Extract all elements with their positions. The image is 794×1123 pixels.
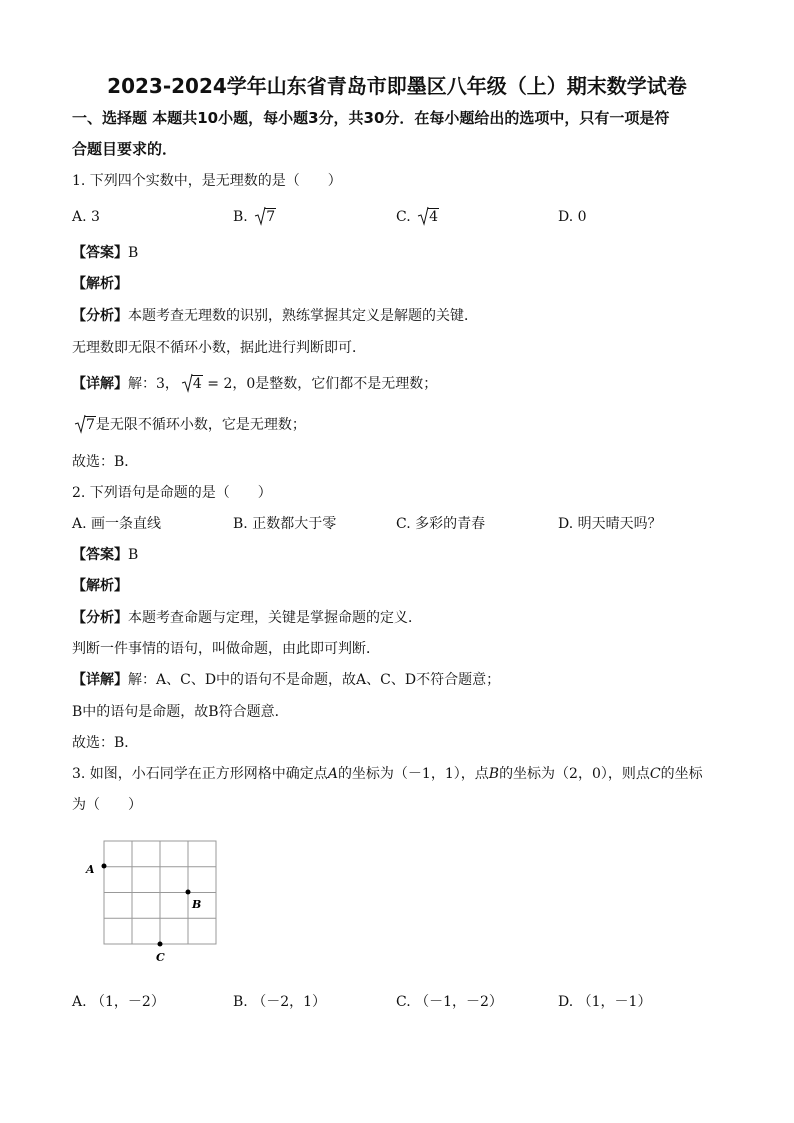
detail-post: ，0是整数，它们都不是无理数； (232, 376, 438, 392)
analysis-tag: 【解析】 (72, 276, 128, 292)
fenxi-tag: 【分析】 (72, 308, 128, 324)
q1-fenxi (72, 306, 478, 326)
grid-lines (104, 841, 216, 944)
q1-option-c (396, 207, 439, 227)
section-heading-line1: 一、选择题 本题共10小题，每小题3分，共30分．在每小题给出的选项中，只有一项是符 (72, 109, 670, 127)
q2-fenxi (72, 608, 422, 628)
q1-option-b (233, 207, 276, 227)
detail2-radicand: 7 (86, 417, 95, 433)
exam-title: 2023-2024学年山东省青岛市即墨区八年级（上）期末数学试卷 (107, 74, 687, 98)
q1-detail2-sqrt (74, 415, 96, 435)
label-a: A (86, 863, 95, 876)
q1-analysis-tag (72, 274, 128, 294)
q1-option-c-label: C. (396, 209, 411, 225)
detail-text: 解：A、C、D中的语句不是命题，故A、C、D不符合题意； (128, 672, 501, 688)
detail-tag: 【详解】 (72, 672, 128, 688)
label-c: C (156, 951, 165, 964)
radical-sign-icon (417, 204, 429, 226)
q2-detail (72, 670, 500, 690)
detail-radicand: 4 (192, 376, 202, 392)
q1-option-d: D. 0 (558, 209, 587, 225)
point-c (158, 942, 163, 947)
section-heading-line2: 合题目要求的． (72, 140, 178, 158)
q1-option-b-radicand: 7 (266, 209, 276, 225)
q3-grid-figure (80, 834, 230, 969)
q1-option-c-sqrt (417, 207, 439, 227)
q1-choose: 故选：B． (72, 454, 139, 470)
point-b (186, 890, 191, 895)
q2-analysis-tag (72, 576, 128, 596)
q2-option-d: D. 明天晴天吗？ (558, 516, 662, 532)
radical-sign-icon (74, 412, 86, 434)
q3-stem-part1: 3. 如图，小石同学在正方形网格中确定点 (72, 766, 328, 782)
q1-detail2 (72, 415, 306, 435)
answer-tag: 【答案】 (72, 245, 128, 261)
q1-detail-sqrt (181, 374, 203, 394)
q3-option-c: C. （－1，－2） (396, 994, 503, 1010)
fenxi-tag: 【分析】 (72, 610, 128, 626)
detail-tag: 【详解】 (72, 376, 128, 392)
q1-option-b-sqrt (254, 207, 276, 227)
q2-option-a: A. 画一条直线 (72, 516, 162, 532)
answer-tag: 【答案】 (72, 547, 128, 563)
q2-note: 判断一件事情的语句，叫做命题，由此即可判断． (72, 641, 380, 657)
analysis-tag: 【解析】 (72, 578, 128, 594)
fenxi-text: 本题考查命题与定理，关键是掌握命题的定义． (128, 610, 422, 626)
fenxi-text: 本题考查无理数的识别，熟练掌握其定义是解题的关键． (128, 308, 478, 324)
q2-stem: 2. 下列语句是命题的是（ ） (72, 485, 272, 501)
q3-point-c: C (649, 766, 661, 782)
point-a (102, 864, 107, 869)
q1-answer (72, 243, 138, 263)
q2-choose: 故选：B． (72, 735, 139, 751)
q3-point-a: A (327, 766, 338, 782)
q1-stem: 1. 下列四个实数中，是无理数的是（ ） (72, 173, 342, 189)
q3-point-b: B (488, 766, 500, 782)
q1-note: 无理数即无限不循环小数，据此进行判断即可． (72, 340, 366, 356)
q1-option-b-label: B. (233, 209, 248, 225)
q3-stem-part3: 的坐标为（2，0），则点 (499, 766, 650, 782)
q3-stem (72, 764, 703, 784)
q3-option-d: D. （1，－1） (558, 994, 652, 1010)
detail-pre: 解：3， (128, 376, 179, 392)
answer-value: B (128, 547, 139, 563)
label-b: B (192, 898, 202, 911)
q1-option-a: A. 3 (72, 209, 100, 225)
q3-stem-part2: 的坐标为（－1，1），点 (337, 766, 489, 782)
q3-stem-line2: 为（ ） (72, 797, 142, 813)
radical-sign-icon (181, 371, 193, 393)
q2-answer (72, 545, 138, 565)
q3-option-b: B. （－2，1） (233, 994, 327, 1010)
radical-sign-icon (254, 204, 266, 226)
q2-detail2: B中的语句是命题，故B符合题意． (72, 704, 289, 720)
detail2-post: 是无限不循环小数，它是无理数； (95, 417, 306, 433)
q2-option-b: B. 正数都大于零 (233, 516, 337, 532)
q3-stem-part4: 的坐标 (660, 766, 703, 782)
q1-detail (72, 374, 437, 394)
q2-option-c: C. 多彩的青春 (396, 516, 486, 532)
detail-eq: = 2 (202, 376, 233, 392)
answer-value: B (128, 245, 139, 261)
q1-option-c-radicand: 4 (429, 209, 439, 225)
q3-option-a: A. （1，－2） (72, 994, 165, 1010)
